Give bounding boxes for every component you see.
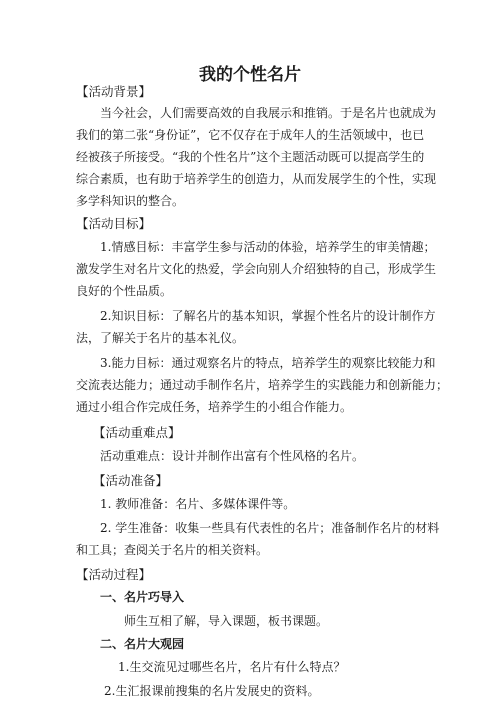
section-heading-background: 【活动背景】 [76, 84, 152, 99]
paragraph-line: 2. 学生准备：收集一些具有代表性的名片；准备制作名片的材料 [100, 521, 440, 535]
paragraph-line: 1.情感目标：丰富学生参与活动的体验，培养学生的审美情趣； [100, 240, 436, 254]
paragraph-line: 1. 教师准备：名片、多媒体课件等。 [100, 497, 296, 511]
paragraph-line: 综合素质，也有助于培养学生的创造力，从而发展学生的个性，实现 [76, 172, 437, 186]
paragraph-line: 我们的第二张“身份证”，它不仅存在于成年人的生活领域中，也已 [76, 128, 425, 142]
paragraph-line: 2.知识目标：了解名片的基本知识，掌握个性名片的设计制作方 [100, 309, 436, 323]
paragraph-line: 经被孩子所接受。“我的个性名片”这个主题活动既可以提高学生的 [76, 150, 425, 164]
paragraph-line: 多学科知识的整合。 [76, 194, 185, 208]
section-heading-goals: 【活动目标】 [76, 216, 152, 231]
section-heading-process: 【活动过程】 [76, 567, 152, 582]
paragraph-line: 2.生汇报课前搜集的名片发展史的资料。 [104, 684, 320, 698]
paragraph-line: 和工具；查阅关于名片的相关资料。 [76, 543, 269, 557]
paragraph-line: 通过小组合作完成任务，培养学生的小组合作能力。 [76, 400, 353, 414]
step-title: 二、名片大观园 [100, 637, 185, 651]
page-title: 我的个性名片 [199, 65, 301, 85]
section-heading-key-points: 【活动重难点】 [93, 425, 181, 440]
paragraph-line: 3.能力目标：通过观察名片的特点，培养学生的观察比较能力和 [100, 356, 436, 370]
paragraph-line: 良好的个性品质。 [76, 284, 173, 298]
paragraph-line: 交流表达能力；通过动手制作名片，培养学生的实践能力和创新能力； [76, 378, 449, 392]
step-title: 一、名片巧导入 [100, 590, 185, 604]
paragraph-line: 1.生交流见过哪些名片，名片有什么特点？ [118, 660, 346, 674]
paragraph-line: 师生互相了解，导入课题，板书课题。 [124, 614, 329, 628]
paragraph-line: 法，了解关于名片的基本礼仪。 [76, 331, 245, 345]
paragraph-line: 当今社会，人们需要高效的自我展示和推销。于是名片也就成为 [100, 106, 437, 120]
section-heading-preparation: 【活动准备】 [93, 473, 169, 488]
paragraph-line: 活动重难点：设计并制作出富有个性风格的名片。 [100, 449, 365, 463]
paragraph-line: 激发学生对名片文化的热爱，学会向别人介绍独特的自己，形成学生 [76, 262, 437, 276]
